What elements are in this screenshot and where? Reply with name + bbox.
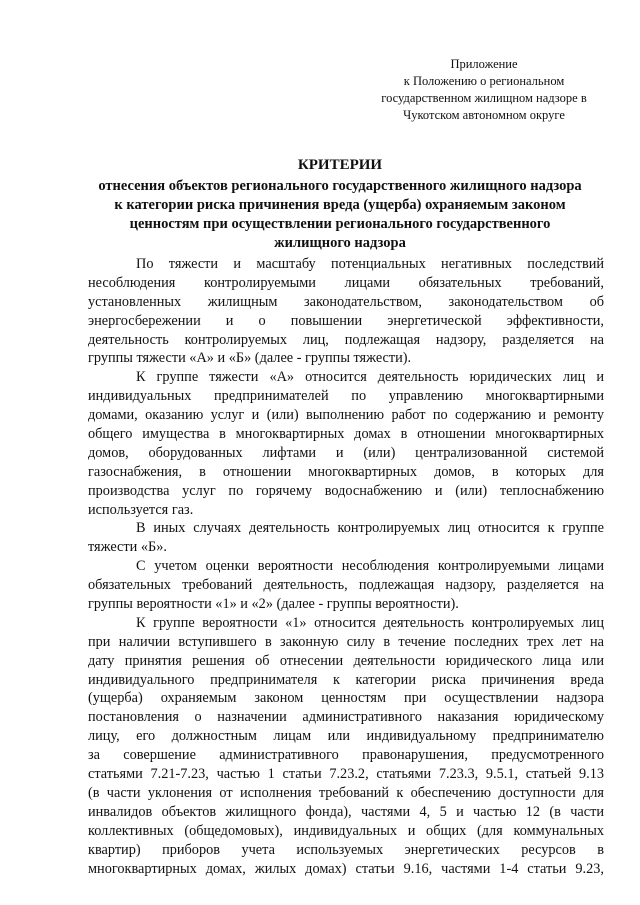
body-line: общего имущества в многоквартирных домах в отношении многоквартирных: [88, 426, 604, 443]
annex-line: к Положению о региональном: [403, 74, 565, 88]
title-line: к категории риска причинения вреда (ущерба) охраняемым законом: [114, 197, 566, 213]
body-line: индивидуального предпринимателя к категории риска причинения вреда: [88, 671, 604, 688]
annex-block: [368, 56, 600, 124]
title-heading: КРИТЕРИИ: [297, 157, 383, 173]
body-line: газоснабжения, в отношении многоквартирных домов, в которых для: [88, 463, 604, 480]
body-line: домов, оборудованных лифтами и (или) централизованной системой: [88, 444, 604, 461]
body-line: инвалидов объектов жилищного фонда), частями 4, 5 и частью 12 (в части: [88, 803, 604, 820]
document-title: [90, 156, 590, 253]
body-line: тяжести «Б».: [88, 539, 167, 556]
body-line: энергосбережении и о повышении энергетической эффективности,: [88, 312, 604, 329]
body-line: квартир) приборов учета используемых энергетических ресурсов в: [88, 841, 604, 858]
body-line: лицу, его должностным лицам или индивидуальному предпринимателю: [88, 728, 604, 745]
body-line: дату принятия решения об отнесении деятельности юридического лица или: [88, 652, 604, 669]
annex-line: Чукотском автономном округе: [403, 108, 565, 122]
body-line: По тяжести и масштабу потенциальных негативных последствий: [136, 256, 604, 272]
body-line: деятельность контролируемых лиц, подлежащая надзору, разделяется на: [88, 331, 604, 348]
body-line: К группе тяжести «А» относится деятельность юридических лиц и: [136, 369, 604, 386]
title-line: ценностям при осуществлении регионального государственного: [129, 216, 551, 232]
body-line: (ущерба) охраняемым законом ценностям при осуществлении надзора: [88, 690, 604, 707]
body-line: группы вероятности «1» и «2» (далее - группы вероятности).: [88, 596, 459, 613]
body-line: коллективных (общедомовых), индивидуальных и общих (для коммунальных: [88, 822, 604, 839]
document-body: [88, 255, 604, 878]
body-line: статьями 7.21-7.23, частью 1 статьи 7.23.2, статьями 7.23.3, 9.5.1, статьей 9.13: [88, 766, 604, 783]
body-line: постановления о назначении административного наказания юридическому: [88, 709, 604, 726]
body-line: установленных жилищным законодательством, законодательством об: [88, 293, 604, 310]
body-line: (в части уклонения от исполнения требований к обеспечению доступности для: [88, 784, 604, 801]
body-line: В иных случаях деятельность контролируемых лиц относится к группе: [136, 520, 604, 537]
body-line: используется газ.: [88, 501, 194, 518]
title-line: отнесения объектов регионального государственного жилищного надзора: [98, 178, 582, 194]
body-line: производства услуг по горячему водоснабжению и (или) теплоснабжению: [88, 482, 604, 499]
body-line: индивидуальных предпринимателей по управлению многоквартирными: [88, 388, 604, 405]
body-line: С учетом оценки вероятности несоблюдения контролируемыми лицами: [136, 558, 604, 575]
annex-line: государственном жилищном надзоре в: [381, 91, 587, 105]
body-line: группы тяжести «А» и «Б» (далее - группы тяжести).: [88, 350, 412, 367]
body-line: за совершение административного правонарушения, предусмотренного: [88, 747, 604, 764]
body-line: домами, оказанию услуг и (или) выполнению работ по содержанию и ремонту: [88, 407, 604, 424]
body-line: К группе вероятности «1» относится деятельность контролируемых лиц: [136, 614, 604, 631]
title-line: жилищного надзора: [274, 235, 406, 251]
body-line: многоквартирных домах, жилых домах) статьи 9.16, частями 1-4 статьи 9.23,: [88, 860, 604, 877]
body-line: при наличии вступившего в законную силу в течение последних трех лет на: [88, 633, 604, 650]
body-line: несоблюдения контролируемыми лицами обязательных требований,: [88, 274, 604, 291]
body-line: обязательных требований деятельность, подлежащая надзору, разделяется на: [88, 577, 604, 594]
annex-line: Приложение: [450, 57, 518, 71]
